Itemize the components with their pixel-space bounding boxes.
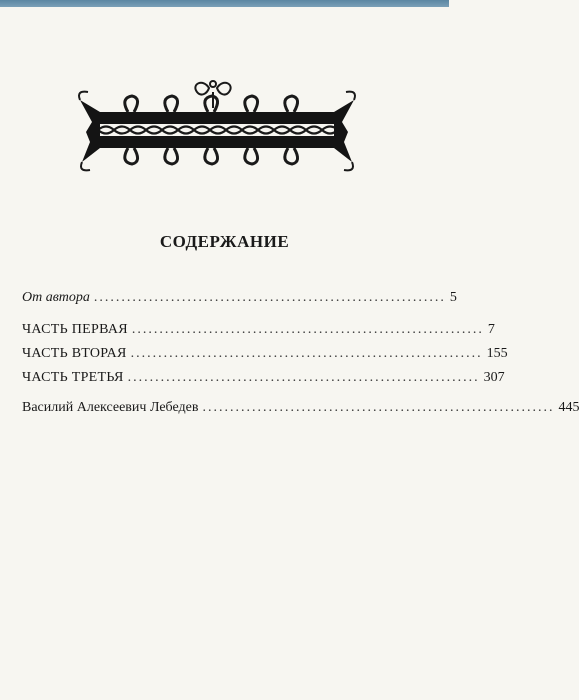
toc-leader-dots: ................................................................ [131, 322, 484, 337]
toc-leader-dots: ................................................................ [127, 370, 480, 385]
toc-leader-dots: ................................................................ [202, 400, 555, 415]
toc-entry-label: ЧАСТЬ ПЕРВАЯ [22, 322, 128, 337]
toc-entry-label: От автора [22, 290, 90, 305]
toc-entry [22, 400, 579, 416]
toc-entry-page: 445 [558, 400, 579, 415]
toc-entry-page: 155 [486, 346, 508, 361]
toc-entry [22, 346, 508, 362]
toc-entry [22, 290, 457, 306]
toc-entry-label: Василий Алексеевич Лебедев [22, 400, 199, 415]
toc-entry-label: ЧАСТЬ ВТОРАЯ [22, 346, 127, 361]
toc-leader-dots: ................................................................ [130, 346, 483, 361]
toc-entry-page: 7 [487, 322, 495, 337]
decorative-ornament-icon [76, 76, 358, 176]
toc-entry-page: 5 [449, 290, 457, 305]
page-edge [0, 0, 449, 7]
toc-entry [22, 322, 495, 338]
toc-entry-page: 307 [483, 370, 505, 385]
toc-leader-dots: ................................................................ [93, 290, 446, 305]
toc-entry [22, 370, 505, 386]
toc-entry-label: ЧАСТЬ ТРЕТЬЯ [22, 370, 124, 385]
page-title: СОДЕРЖАНИЕ [159, 232, 290, 251]
